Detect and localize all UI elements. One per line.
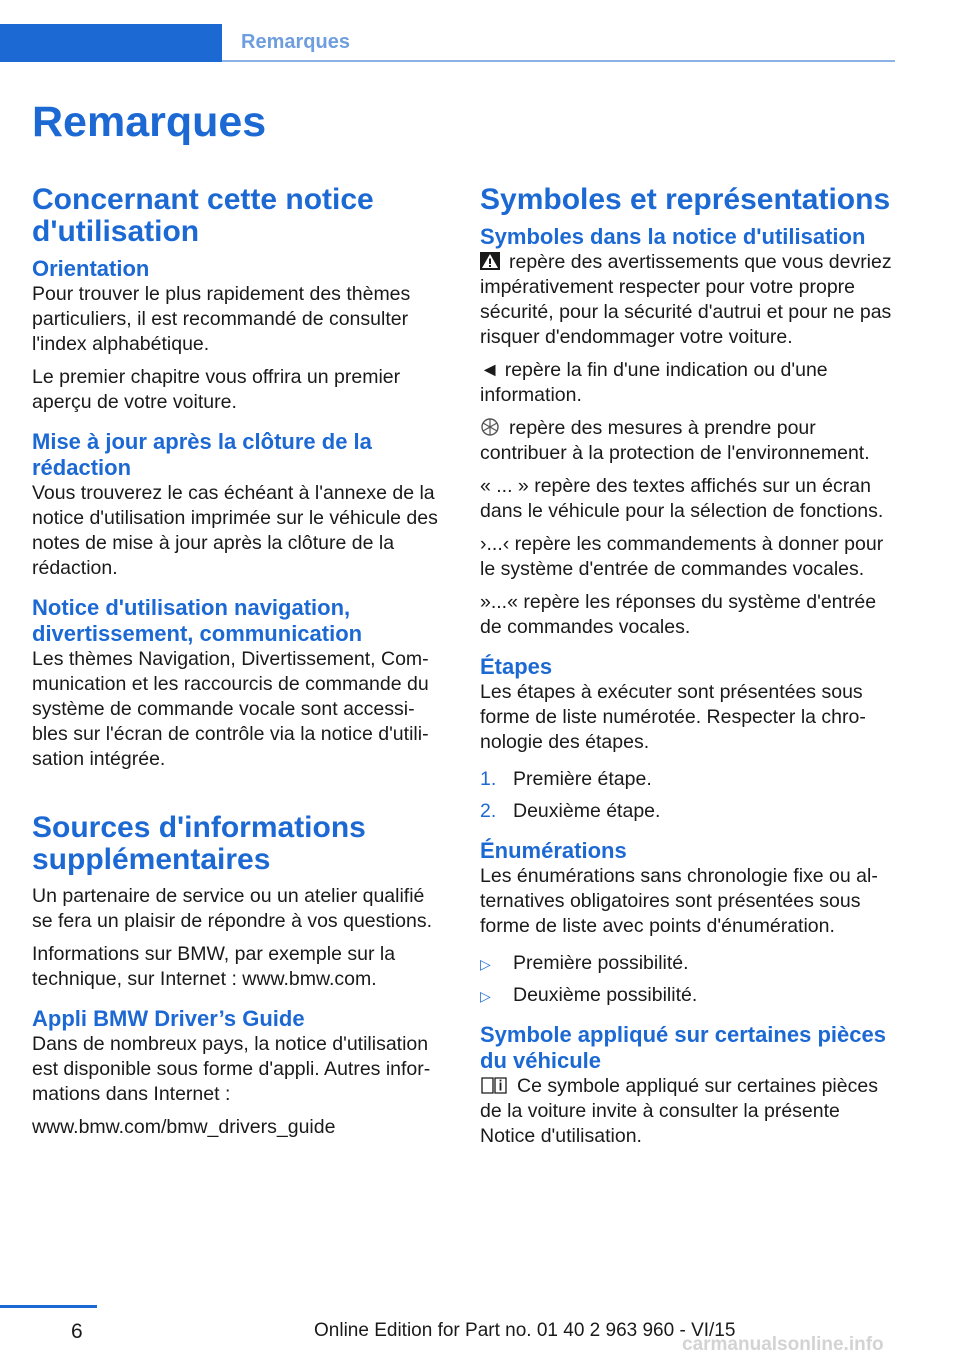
header-rule	[222, 60, 895, 62]
heading-vehicle-parts-symbol: Symbole appliqué sur certaines pièces du véhicule	[480, 1022, 886, 1073]
parts-paragraph	[480, 1074, 892, 1149]
list-item	[480, 951, 892, 976]
bullet-text: Première possibilité.	[513, 952, 689, 974]
steps-list	[480, 767, 892, 824]
heading-nav-notice: Notice d'utilisation navigation, divertissement, communication	[32, 595, 363, 646]
heading-enumerations: Énumérations	[480, 838, 627, 863]
header-section-title: Remarques	[241, 31, 350, 53]
manual-book-icon	[480, 1075, 508, 1095]
enumerations-paragraph: Les énumérations sans chronologie fixe ou al‐ternatives obligatoires sont présentées sous forme de liste avec points d'énumération.	[480, 865, 878, 937]
triangle-bullet-icon: ▷	[480, 988, 491, 1004]
bullet-list	[480, 951, 892, 1008]
step-number: 2.	[480, 800, 497, 822]
heading-update: Mise à jour après la clôture de la rédaction	[32, 429, 372, 480]
symbol-quotes-paragraph: « ... » repère des textes affichés sur un écran dans le véhicule pour la sélection de fonctions.	[480, 475, 884, 522]
symbol-warning-paragraph	[480, 250, 892, 350]
parts-text: Ce symbole appliqué sur certaines pièces de la voiture invite à consulter la présente Notice d'utilisation.	[480, 1075, 878, 1147]
nav-paragraph: Les thèmes Navigation, Divertissement, Com‐munication et les raccourcis de commande du système de commande vocale sont accessi‐bles sur l'écran de contrôle via la notice d'utili‐sation intégrée.	[32, 648, 429, 770]
bullet-text: Deuxième possibilité.	[513, 984, 698, 1006]
heading-symbols: Symboles et représentations	[480, 183, 891, 216]
symbol-voice-cmd-paragraph: ›...‹ repère les commandements à donner pour le système d'entrée de commandes vocales.	[480, 533, 884, 580]
edition-info: Online Edition for Part no. 01 40 2 963 960 - VI/15	[314, 1320, 736, 1341]
update-paragraph: Vous trouverez le cas échéant à l'annexe de la notice d'utilisation imprimée sur le véhicule des notes de mise à jour après la clôture de la rédaction.	[32, 482, 438, 579]
symbol-eco-paragraph	[480, 416, 892, 466]
sources-paragraph-2: Informations sur BMW, par exemple sur la technique, sur Internet : www.bmw.com.	[32, 943, 396, 990]
heading-symbols-notice: Symboles dans la notice d'utilisation	[480, 224, 866, 249]
sources-paragraph-1: Un partenaire de service ou un atelier qualifié se fera un plaisir de répondre à vos questions.	[32, 885, 432, 932]
right-column	[480, 184, 892, 1157]
environment-icon	[480, 417, 500, 437]
symbol-end-paragraph: ◄ repère la fin d'une indication ou d'une information.	[480, 359, 828, 406]
step-number: 1.	[480, 768, 497, 790]
heading-orientation: Orientation	[32, 256, 150, 281]
header-color-bar	[0, 24, 222, 62]
warning-triangle-icon	[480, 252, 500, 270]
list-item	[480, 767, 892, 792]
heading-app: Appli BMW Driver’s Guide	[32, 1006, 305, 1031]
left-column	[32, 184, 442, 1148]
symbol-voice-resp-paragraph: »...« repère les réponses du système d'entrée de commandes vocales.	[480, 591, 877, 638]
page-number: 6	[71, 1320, 83, 1343]
app-paragraph-2: www.bmw.com/bmw_drivers_guide	[32, 1116, 336, 1138]
symbol-warning-text: repère des avertissements que vous devriez impérativement respecter pour votre propre sécurité, pour la sécurité d'autrui et pour ne pas risquer d'endommager votre voiture.	[480, 251, 892, 348]
triangle-bullet-icon: ▷	[480, 956, 491, 972]
footer-rule	[0, 1305, 97, 1308]
list-item	[480, 983, 892, 1008]
step-text: Deuxième étape.	[513, 800, 661, 822]
orientation-paragraph-2: Le premier chapitre vous offrira un premier aperçu de votre voiture.	[32, 366, 401, 413]
steps-paragraph: Les étapes à exécuter sont présentées sous forme de liste numérotée. Respecter la chro‐nologie des étapes.	[480, 681, 866, 753]
page-title: Remarques	[32, 98, 267, 146]
heading-steps: Étapes	[480, 654, 553, 679]
step-text: Première étape.	[513, 768, 652, 790]
heading-sources: Sources d'informations supplémentaires	[32, 811, 366, 876]
symbol-eco-text: repère des mesures à prendre pour contribuer à la protection de l'environnement.	[480, 417, 870, 464]
watermark: carmanualsonline.info	[682, 1334, 884, 1355]
heading-notice: Concernant cette notice d'utilisation	[32, 183, 374, 248]
list-item	[480, 799, 892, 824]
orientation-paragraph-1: Pour trouver le plus rapidement des thèmes particuliers, il est recommandé de consulter l'index alphabétique.	[32, 283, 411, 355]
app-paragraph-1: Dans de nombreux pays, la notice d'utilisation est disponible sous forme d'appli. Autres infor‐mations dans Internet :	[32, 1033, 431, 1105]
